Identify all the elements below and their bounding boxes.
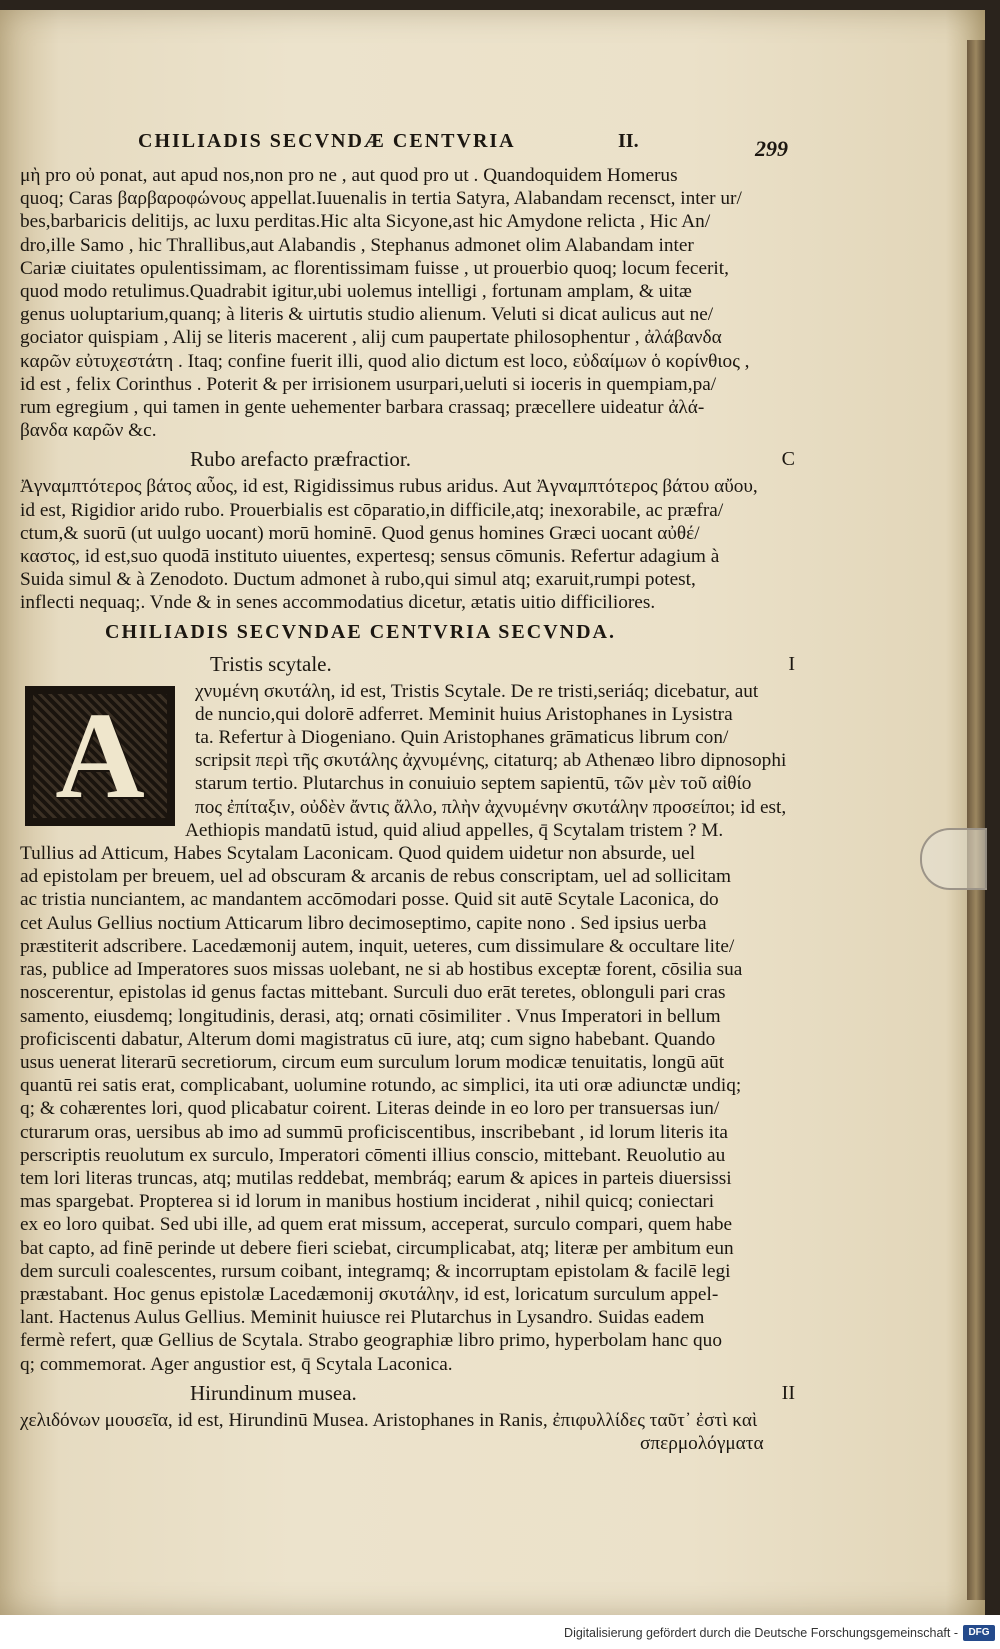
- text-line: proficiscenti dabatur, Alterum domi magistratus cū iure, atq; cum signo habebant. Quando: [20, 1028, 716, 1050]
- text-block-1: [20, 164, 795, 442]
- text-line: bat capto, ad finē perinde ut debere fieri sciebat, circumplicabat, atq; literæ per ambitum eun: [20, 1237, 734, 1259]
- text-line: tem lori literas truncas, atq; mutilas reddebat, membráq; earum & apices in parteis diuersissi: [20, 1167, 732, 1189]
- text-line: samento, eiusdemq; longitudinis, derasi, atq; ornati cōsimiliter . Vnus Imperatori in bellum: [20, 1005, 721, 1027]
- text-line: quantū rei satis erat, complicabant, uolumine rotundo, ac simplici, ita uti oræ adiunctæ undiq;: [20, 1075, 742, 1097]
- page-clip: [920, 828, 987, 890]
- adage-label: C: [781, 448, 795, 471]
- running-head-title: CHILIADIS SECVNDÆ CENTVRIA: [138, 130, 516, 152]
- text-line: καρῶν εὐτυχεστάτη . Itaq; confine fuerit illi, quod alio dictum est loco, εὐδαίμων ὁ κορίνθιος ,: [20, 350, 750, 372]
- text-line: q; commemorat. Ager angustior est, q̄ Scytala Laconica.: [20, 1353, 453, 1375]
- text-line: lant. Hactenus Aulus Gellius. Meminit huiusce rei Plutarchus in Lysandro. Suidas eadem: [20, 1307, 705, 1329]
- text-line: id est, Rigidior arido rubo. Prouerbialis est cōparatio,in difficile,atq; inexorabile, ac præfra/: [20, 499, 724, 521]
- footer-credit: Digitalisierung gefördert durch die Deutsche Forschungsgemeinschaft -: [564, 1626, 958, 1640]
- adage-title: Tristis scytale.: [210, 651, 332, 676]
- text-line: q; & cohærentes lori, quod plicabatur coirent. Literas deinde in eo loro per transuersas iun/: [20, 1098, 720, 1120]
- text-line: bes,barbaricis delitijs, ac luxu perditas.Hic alta Sicyone,ast hic Amydone relicta , Hic An/: [20, 211, 711, 233]
- adage-label: II: [781, 1381, 795, 1404]
- text-line: rum egregium , qui tamen in gente uehementer barbara crassaq; præcellere uideatur ἀλά-: [20, 397, 705, 419]
- dfg-logo: DFG: [963, 1625, 995, 1641]
- decorated-initial: [25, 686, 175, 826]
- text-line: noscerentur, epistolas id genus factas mittebant. Surculi duo erāt teretes, oblonguli pari cras: [20, 982, 726, 1004]
- text-line: Ἀγναμπτότερος βάτος αὖος, id est, Rigidissimus rubus aridus. Aut Ἀγναμπτότερος βάτου αὔου,: [20, 476, 758, 498]
- text-line: βανδα καρῶν &c.: [20, 420, 157, 442]
- text-line: χνυμένη σκυτάλη, id est, Tristis Scytale. De re tristi,seriáq; dicebatur, aut: [195, 680, 759, 702]
- footer-bar: [0, 1615, 1000, 1649]
- text-line: inflecti nequaq;. Vnde & in senes accommodatius dicetur, ætatis uitio difficiliores.: [20, 592, 656, 614]
- text-line: ctum,& suorū (ut uulgo uocant) morū hominē. Quod genus homines Græci uocant αὐθέ/: [20, 522, 700, 544]
- adage-heading: [20, 446, 795, 473]
- text-line: præstiterit adscribere. Lacedæmonij autem, inquit, ueteres, cum dissimulare & occultare lite/: [20, 935, 735, 957]
- text-line: χελιδόνων μουσεῖα, id est, Hirundinū Musea. Aristophanes in Ranis, ἐπιφυλλίδες ταῦτ᾽ ἐστὶ καὶ: [20, 1409, 758, 1431]
- book-page: [0, 10, 985, 1615]
- adage-heading: [20, 651, 795, 678]
- text-line: usus uenerat literarū secretiorum, circum eum surculum lorum modicæ tenuitatis, longū aūt: [20, 1051, 725, 1073]
- page-edge: [967, 40, 985, 1600]
- text-block-4: [20, 1409, 795, 1455]
- adage-title: Rubo arefacto præfractior.: [190, 447, 411, 472]
- text-line: ad epistolam per breuem, uel ad obscuram & arcanis de rebus conscriptam, uel ad sollicitam: [20, 866, 732, 888]
- text-line: ex eo loro quibat. Sed ubi ille, ad quem erat missum, acceperat, surculo compari, quem habe: [20, 1214, 733, 1236]
- text-line: μὴ pro οὐ ponat, aut apud nos,non pro ne , aut quod pro ut . Quandoquidem Homerus: [20, 165, 678, 186]
- text-line: perscriptis reuolutum ex surculo, Imperatori cōmenti illius conscio, mittebant. Reuolutio au: [20, 1144, 726, 1166]
- text-line: fermè refert, quæ Gellius de Scytala. Strabo geographiæ libro primo, hyperbolam hanc quo: [20, 1330, 722, 1352]
- text-line: cturarum oras, uersibus ab imo ad summū proficiscentibus, inscribebant , id lorum literis ita: [20, 1121, 728, 1143]
- text-line: dem surculi coalescentes, rursum coibant, integramq; & incorruptam epistolam & facilē legi: [20, 1260, 731, 1282]
- text-line: Tullius ad Atticum, Habes Scytalam Laconicam. Quod quidem uidetur non absurde, uel: [20, 843, 696, 865]
- text-line: quoq; Caras βαρβαροφώνους appellat.Iuuenalis in tertia Satyra, Alabandam recensct, inter ur/: [20, 188, 742, 210]
- text-line: Suida simul & à Zenodoto. Ductum admonet à rubo,qui simul atq; exaruit,rumpi potest,: [20, 569, 696, 591]
- text-line: Aethiopis mandatū istud, quid aliud appelles, q̄ Scytalam tristem ? M.: [185, 819, 724, 841]
- text-line: mas spargebat. Propterea si id lorum in manibus hostium inciderat , nihil quicq; coniectari: [20, 1191, 715, 1213]
- page-text: [20, 130, 795, 1455]
- text-line: de nuncio,qui dolorē adferret. Meminit huius Aristophanes in Lysistra: [195, 703, 733, 725]
- running-head: [20, 130, 795, 164]
- text-line: ac tristia nunciantem, ac mandantem accōmodari posse. Quid sit autē Scytale Laconica, do: [20, 889, 719, 911]
- text-line: scripsit περὶ τῆς σκυτάλης ἀχνυμένης, citaturq; ab Athenæo libro dipnosophi: [195, 750, 787, 772]
- text-line: καστος, id est,suo quodā instituto uiuentes, expertesq; sensus cōmunis. Refertur adagium à: [20, 546, 720, 568]
- text-line: starum tertio. Plutarchus in conuiuio septem sapientū, τῶν μὲν τοῦ αἰθίο: [195, 773, 752, 795]
- text-line: πος ἐπίταξιν, οὐδὲν ἄντις ἄλλο, πλὴν ἀχνυμένην σκυτάλην προσείποι; id est,: [195, 796, 787, 818]
- text-line: quod modo retulimus.Quadrabit igitur,ubi uolemus intelligi , fortunam amplam, & uitæ: [20, 281, 692, 303]
- text-line: dro,ille Samo , hic Thrallibus,aut Alabandis , Stephanus admonet olim Alabandam inter: [20, 234, 694, 256]
- text-line: gociator quispiam , Alij se literis macerent , alij cum paupertate philosophentur , ἀλάβανδα: [20, 327, 722, 349]
- adage-heading: [20, 1380, 795, 1407]
- text-line: σπερμολόγματα: [640, 1432, 764, 1454]
- page-number: 299: [755, 136, 788, 161]
- text-line: genus uoluptarium,quanq; à literis & uirtutis studio alienum. Veluti si dicat aulicus aut ne/: [20, 304, 714, 326]
- adage-title: Hirundinum musea.: [190, 1380, 357, 1405]
- running-head-chapter: II.: [618, 130, 639, 152]
- text-block-2: [20, 475, 795, 614]
- text-line: ras, publice ad Imperatores suos missas uolebant, ne si ab hostibus exceptæ forent, cōsilia sua: [20, 959, 743, 981]
- adage-label: I: [788, 652, 795, 675]
- text-line: Cariæ ciuitates opulentissimam, ac florentissimam fuisse , ut prouerbio quoq; locum fecerit,: [20, 257, 729, 279]
- text-block-3: [20, 680, 795, 1376]
- text-line: ta. Refertur à Diogeniano. Quin Aristophanes grāmaticus librum con/: [195, 727, 729, 749]
- text-line: id est , felix Corinthus . Poterit & per irrisionem usurpari,ueluti si ioceris in quempiam,pa/: [20, 373, 717, 395]
- chapter-heading: CHILIADIS SECVNDAE CENTVRIA SECVNDA.: [105, 620, 616, 643]
- text-line: præstabant. Hoc genus epistolæ Lacedæmonij σκυτάλην, id est, loricatum surculum appel-: [20, 1283, 719, 1305]
- initial-letter: A: [55, 686, 145, 824]
- text-line: cet Aulus Gellius noctium Atticarum libro decimoseptimo, capite nono . Sed ipsius uerba: [20, 912, 707, 934]
